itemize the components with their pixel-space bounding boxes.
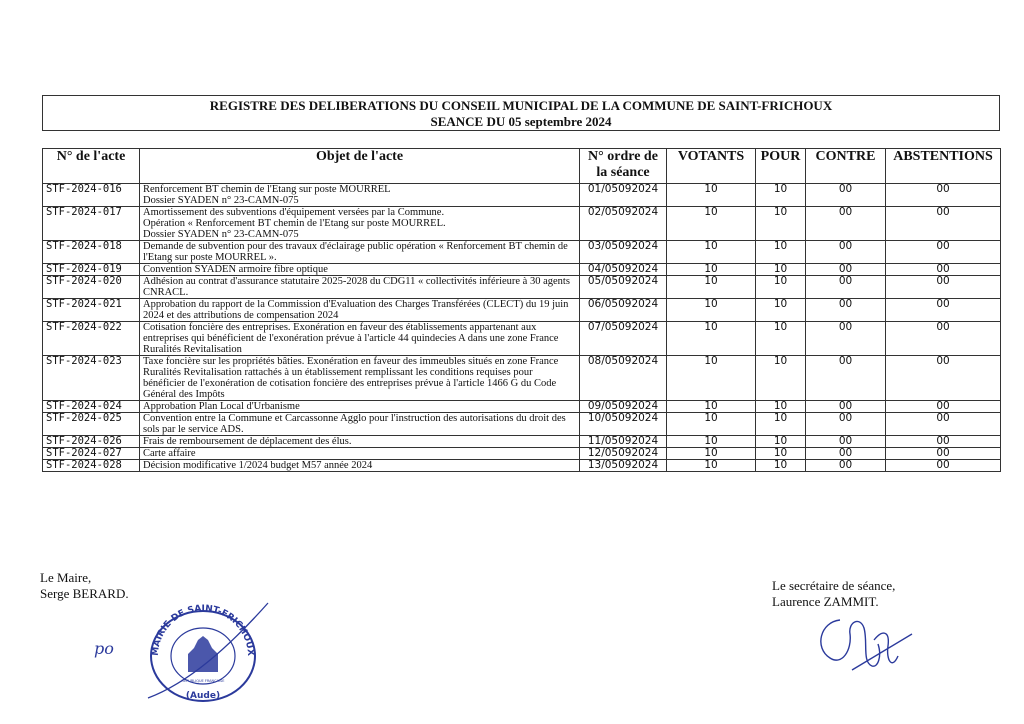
secretary-title: Le secrétaire de séance, (772, 578, 896, 593)
contre-count: 00 (806, 276, 886, 299)
table-row (43, 448, 1001, 460)
col-header-pour: POUR (756, 149, 806, 184)
votants-count: 10 (667, 401, 756, 413)
ordre-seance: 03/05092024 (580, 241, 667, 264)
acte-objet: Convention SYADEN armoire fibre optique (140, 264, 580, 276)
contre-count: 00 (806, 264, 886, 276)
contre-count: 00 (806, 184, 886, 207)
ordre-seance: 13/05092024 (580, 460, 667, 472)
acte-number: STF-2024-021 (43, 299, 140, 322)
votants-count: 10 (667, 276, 756, 299)
ordre-seance: 11/05092024 (580, 436, 667, 448)
votants-count: 10 (667, 264, 756, 276)
register-title: REGISTRE DES DELIBERATIONS DU CONSEIL MUNICIPAL DE LA COMMUNE DE SAINT-FRICHOUX (209, 98, 833, 113)
table-row (43, 207, 1001, 241)
col-header-contre: CONTRE (806, 149, 886, 184)
acte-number: STF-2024-023 (43, 356, 140, 401)
svg-text:RÉPUBLIQUE FRANÇAISE: RÉPUBLIQUE FRANÇAISE (181, 679, 225, 683)
mayor-signature-block (40, 570, 129, 602)
pour-count: 10 (756, 356, 806, 401)
acte-objet: Cotisation foncière des entreprises. Exonération en faveur des établissements appartenant aux entreprises qui bénéficient de l'exonération prévue à l'article 44 quindecies A dans une zone France Ruralités Revitalisation (140, 322, 580, 356)
abstentions-count: 00 (886, 241, 1001, 264)
acte-number: STF-2024-020 (43, 276, 140, 299)
contre-count: 00 (806, 413, 886, 436)
abstentions-count: 00 (886, 322, 1001, 356)
pour-count: 10 (756, 207, 806, 241)
abstentions-count: 00 (886, 413, 1001, 436)
table-row (43, 460, 1001, 472)
contre-count: 00 (806, 356, 886, 401)
votants-count: 10 (667, 184, 756, 207)
acte-number: STF-2024-025 (43, 413, 140, 436)
abstentions-count: 00 (886, 207, 1001, 241)
abstentions-count: 00 (886, 436, 1001, 448)
ordre-seance: 10/05092024 (580, 413, 667, 436)
table-row (43, 184, 1001, 207)
votants-count: 10 (667, 356, 756, 401)
col-header-ordre: N° ordre de la séance (580, 149, 667, 184)
contre-count: 00 (806, 448, 886, 460)
table-row (43, 299, 1001, 322)
ordre-seance: 12/05092024 (580, 448, 667, 460)
acte-objet: Frais de remboursement de déplacement des élus. (140, 436, 580, 448)
mayor-name: Serge BERARD. (40, 586, 129, 601)
acte-number: STF-2024-027 (43, 448, 140, 460)
pour-count: 10 (756, 276, 806, 299)
votants-count: 10 (667, 299, 756, 322)
table-row (43, 322, 1001, 356)
abstentions-count: 00 (886, 299, 1001, 322)
contre-count: 00 (806, 401, 886, 413)
acte-objet: Carte affaire (140, 448, 580, 460)
acte-number: STF-2024-016 (43, 184, 140, 207)
svg-text:(Aude): (Aude) (185, 691, 221, 701)
contre-count: 00 (806, 299, 886, 322)
acte-objet: Approbation du rapport de la Commission d'Evaluation des Charges Transférées (CLECT) du 19 juin 2024 et des attributions de compensation 2024 (140, 299, 580, 322)
votants-count: 10 (667, 322, 756, 356)
votants-count: 10 (667, 448, 756, 460)
mayor-title: Le Maire, (40, 570, 92, 585)
ordre-seance: 01/05092024 (580, 184, 667, 207)
abstentions-count: 00 (886, 356, 1001, 401)
pour-count: 10 (756, 299, 806, 322)
ordre-seance: 02/05092024 (580, 207, 667, 241)
table-row (43, 401, 1001, 413)
deliberations-table (42, 148, 1001, 472)
pour-count: 10 (756, 401, 806, 413)
col-header-objet: Objet de l'acte (140, 149, 580, 184)
svg-text:MAIRIE DE SAINT-FRICHOUX: MAIRIE DE SAINT-FRICHOUX (150, 603, 256, 657)
table-row (43, 436, 1001, 448)
acte-objet: Taxe foncière sur les propriétés bâties. Exonération en faveur des immeubles situés en zone France Ruralités Revitalisation rattachés à un établissement remplissant les conditions requises pour bénéficier de l'exonération de cotisation foncière des entreprises prévue à l'article 1466 G du Code Général des Impôts (140, 356, 580, 401)
contre-count: 00 (806, 460, 886, 472)
acte-number: STF-2024-024 (43, 401, 140, 413)
pour-count: 10 (756, 460, 806, 472)
pour-count: 10 (756, 322, 806, 356)
table-row (43, 413, 1001, 436)
acte-objet: Convention entre la Commune et Carcassonne Agglo pour l'instruction des autorisations du droit des sols par le service ADS. (140, 413, 580, 436)
session-date: SEANCE DU 05 septembre 2024 (430, 114, 612, 129)
acte-number: STF-2024-019 (43, 264, 140, 276)
votants-count: 10 (667, 413, 756, 436)
acte-objet: Approbation Plan Local d'Urbanisme (140, 401, 580, 413)
acte-number: STF-2024-028 (43, 460, 140, 472)
table-row (43, 264, 1001, 276)
contre-count: 00 (806, 322, 886, 356)
ordre-seance: 07/05092024 (580, 322, 667, 356)
abstentions-count: 00 (886, 401, 1001, 413)
abstentions-count: 00 (886, 276, 1001, 299)
abstentions-count: 00 (886, 264, 1001, 276)
table-row (43, 356, 1001, 401)
ordre-seance: 06/05092024 (580, 299, 667, 322)
abstentions-count: 00 (886, 184, 1001, 207)
votants-count: 10 (667, 241, 756, 264)
col-header-votants: VOTANTS (667, 149, 756, 184)
paraphe-mark (92, 636, 122, 662)
ordre-seance: 05/05092024 (580, 276, 667, 299)
acte-number: STF-2024-017 (43, 207, 140, 241)
acte-objet: Adhésion au contrat d'assurance statutaire 2025-2028 du CDG11 « collectivités inférieure à 30 agents CNRACL. (140, 276, 580, 299)
acte-number: STF-2024-022 (43, 322, 140, 356)
ordre-seance: 08/05092024 (580, 356, 667, 401)
abstentions-count: 00 (886, 460, 1001, 472)
votants-count: 10 (667, 207, 756, 241)
acte-number: STF-2024-026 (43, 436, 140, 448)
acte-objet: Demande de subvention pour des travaux d'éclairage public opération « Renforcement BT chemin de l'Etang sur poste MOURREL ». (140, 241, 580, 264)
pour-count: 10 (756, 241, 806, 264)
contre-count: 00 (806, 436, 886, 448)
secretary-name: Laurence ZAMMIT. (772, 594, 879, 609)
acte-objet: Décision modificative 1/2024 budget M57 année 2024 (140, 460, 580, 472)
register-title-box (42, 95, 1000, 131)
acte-objet: Amortissement des subventions d'équipement versées par la Commune. Opération « Renforcement BT chemin de l'Etang sur poste MOURREL. Dossier SYADEN n° 23-CAMN-075 (140, 207, 580, 241)
pour-count: 10 (756, 184, 806, 207)
acte-objet: Renforcement BT chemin de l'Etang sur poste MOURREL Dossier SYADEN n° 23-CAMN-075 (140, 184, 580, 207)
contre-count: 00 (806, 207, 886, 241)
secretary-signature (812, 600, 922, 680)
pour-count: 10 (756, 413, 806, 436)
pour-count: 10 (756, 448, 806, 460)
votants-count: 10 (667, 460, 756, 472)
abstentions-count: 00 (886, 448, 1001, 460)
mayor-stamp (128, 588, 278, 708)
ordre-seance: 09/05092024 (580, 401, 667, 413)
col-header-abstentions: ABSTENTIONS (886, 149, 1001, 184)
votants-count: 10 (667, 436, 756, 448)
table-row (43, 276, 1001, 299)
svg-text:po: po (94, 639, 114, 658)
pour-count: 10 (756, 436, 806, 448)
table-row (43, 241, 1001, 264)
table-header-row (43, 149, 1001, 184)
contre-count: 00 (806, 241, 886, 264)
acte-number: STF-2024-018 (43, 241, 140, 264)
pour-count: 10 (756, 264, 806, 276)
col-header-num: N° de l'acte (43, 149, 140, 184)
ordre-seance: 04/05092024 (580, 264, 667, 276)
